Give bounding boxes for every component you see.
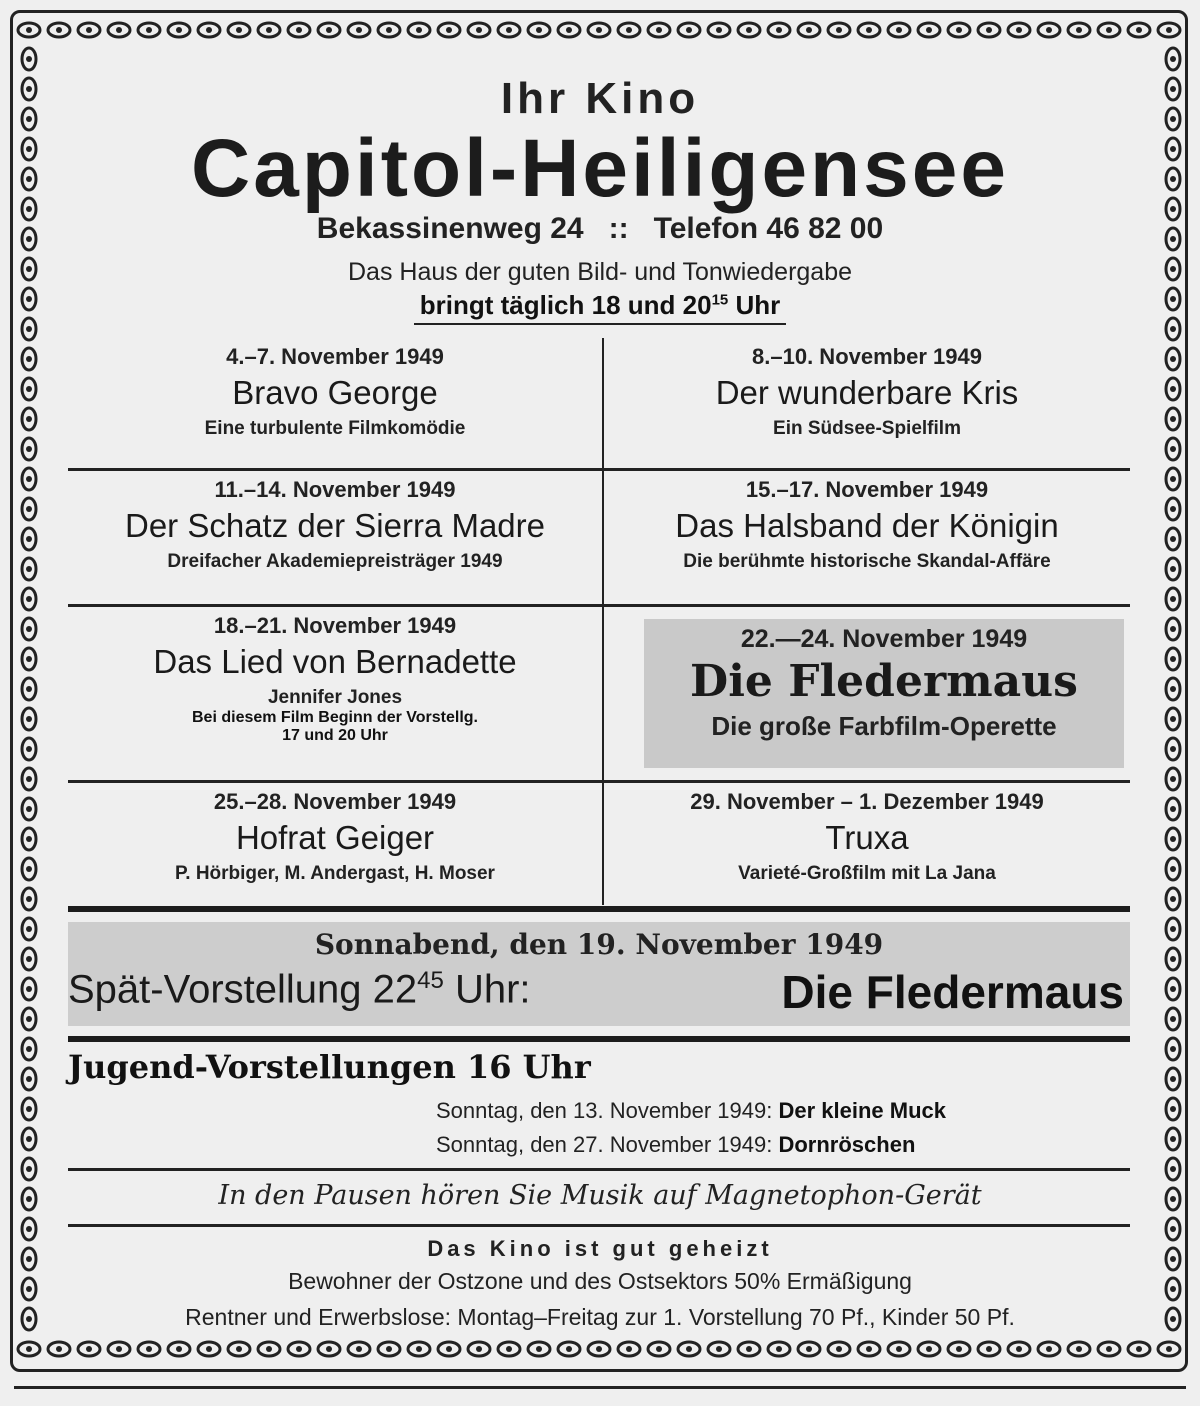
street: Bekassinenweg 24 bbox=[316, 212, 584, 245]
cinema-title: Capitol-Heiligensee bbox=[191, 123, 1009, 214]
entry-description: P. Hörbiger, M. Andergast, H. Moser bbox=[175, 863, 495, 884]
entry-date: 29. November – 1. Dezember 1949 bbox=[690, 789, 1044, 814]
program-entry-featured bbox=[604, 607, 1130, 780]
entry-film: Die Fledermaus bbox=[690, 656, 1078, 707]
entry-description: Jennifer Jones bbox=[267, 687, 403, 708]
entry-description: Die große Farbfilm-Operette bbox=[711, 711, 1057, 741]
youth-item bbox=[436, 1128, 1136, 1162]
youth-heading: Jugend-Vorstellungen 16 Uhr bbox=[68, 1048, 591, 1086]
entry-film: Das Lied von Bernadette bbox=[153, 643, 517, 680]
program-row bbox=[68, 783, 1130, 905]
late-show-banner bbox=[68, 922, 1130, 1026]
entry-film: Hofrat Geiger bbox=[235, 819, 435, 856]
chain-border-top bbox=[14, 17, 1186, 43]
entry-date: 11.–14. November 1949 bbox=[214, 477, 456, 502]
entry-film: Der wunderbare Kris bbox=[715, 374, 1019, 411]
kicker: Ihr Kino bbox=[500, 74, 700, 123]
entry-film: Bravo George bbox=[232, 374, 438, 411]
showtimes-suffix: Uhr bbox=[735, 290, 781, 320]
divider-thick bbox=[68, 906, 1130, 912]
program-entry bbox=[604, 471, 1130, 604]
youth-when: Sonntag, den 13. November 1949: bbox=[436, 1098, 773, 1123]
entry-film: Der Schatz der Sierra Madre bbox=[125, 507, 545, 544]
entry-date: 22.—24. November 1949 bbox=[740, 625, 1028, 653]
entry-date: 25.–28. November 1949 bbox=[213, 789, 457, 814]
late-show-film: Die Fledermaus bbox=[781, 966, 1124, 1018]
heated-note: Das Kino ist gut geheizt bbox=[427, 1236, 773, 1261]
showtimes-prefix: bringt täglich 18 und 20 bbox=[419, 290, 712, 320]
entry-description: Die berühmte historische Skandal-Affäre bbox=[683, 551, 1051, 572]
entry-note: 17 und 20 Uhr bbox=[282, 727, 388, 744]
divider-thick bbox=[68, 1036, 1130, 1042]
program-row bbox=[68, 607, 1130, 783]
entry-date: 15.–17. November 1949 bbox=[745, 477, 989, 502]
program-entry bbox=[68, 338, 602, 468]
music-note: In den Pausen hören Sie Musik auf Magnetophon-Gerät bbox=[218, 1180, 982, 1211]
entry-description: Eine turbulente Filmkomödie bbox=[204, 418, 466, 439]
entry-description: Ein Südsee-Spielfilm bbox=[773, 418, 961, 439]
program-entry bbox=[604, 338, 1130, 468]
late-show-label bbox=[68, 967, 531, 1012]
discount-note: Bewohner der Ostzone und des Ostsektors 50% Ermäßigung bbox=[288, 1268, 912, 1294]
youth-film: Der kleine Muck bbox=[778, 1098, 946, 1123]
address-line bbox=[0, 212, 1200, 246]
program-entry bbox=[68, 607, 602, 780]
separator: :: bbox=[608, 212, 629, 245]
youth-list bbox=[436, 1094, 1136, 1162]
entry-film: Das Halsband der Königin bbox=[675, 507, 1059, 544]
youth-when: Sonntag, den 27. November 1949: bbox=[436, 1132, 773, 1157]
featured-highlight bbox=[644, 619, 1124, 768]
late-show-suffix: Uhr: bbox=[454, 967, 531, 1012]
tagline: Das Haus der guten Bild- und Tonwiedergabe bbox=[347, 258, 853, 286]
late-show-label-text: Spät-Vorstellung 22 bbox=[68, 967, 418, 1012]
entry-description: Varieté-Großfilm mit La Jana bbox=[738, 863, 996, 884]
chain-border-bottom bbox=[14, 1336, 1186, 1362]
program-row bbox=[68, 338, 1130, 471]
program-entry bbox=[68, 471, 602, 604]
divider-thin bbox=[68, 1224, 1130, 1227]
phone: Telefon 46 82 00 bbox=[653, 212, 884, 245]
youth-item bbox=[436, 1094, 1136, 1128]
youth-film: Dornröschen bbox=[778, 1132, 916, 1157]
program-row bbox=[68, 471, 1130, 607]
program-grid bbox=[68, 338, 1130, 905]
late-show-sup: 45 bbox=[417, 967, 444, 994]
divider-thin bbox=[68, 1168, 1130, 1171]
entry-date: 18.–21. November 1949 bbox=[213, 613, 457, 638]
entry-description: Dreifacher Akademiepreisträger 1949 bbox=[167, 551, 503, 572]
entry-note: Bei diesem Film Beginn der Vorstellg. bbox=[192, 709, 478, 726]
entry-date: 4.–7. November 1949 bbox=[226, 344, 444, 369]
program-entry bbox=[68, 783, 602, 905]
pension-note: Rentner und Erwerbslose: Montag–Freitag zur 1. Vorstellung 70 Pf., Kinder 50 Pf. bbox=[185, 1304, 1015, 1330]
showtimes bbox=[0, 290, 1200, 325]
showtimes-sup: 15 bbox=[711, 291, 729, 309]
entry-date: 8.–10. November 1949 bbox=[752, 344, 982, 369]
entry-film: Truxa bbox=[825, 819, 909, 856]
program-entry bbox=[604, 783, 1130, 905]
late-show-date: Sonnabend, den 19. November 1949 bbox=[314, 928, 884, 961]
bottom-rule bbox=[14, 1386, 1186, 1389]
